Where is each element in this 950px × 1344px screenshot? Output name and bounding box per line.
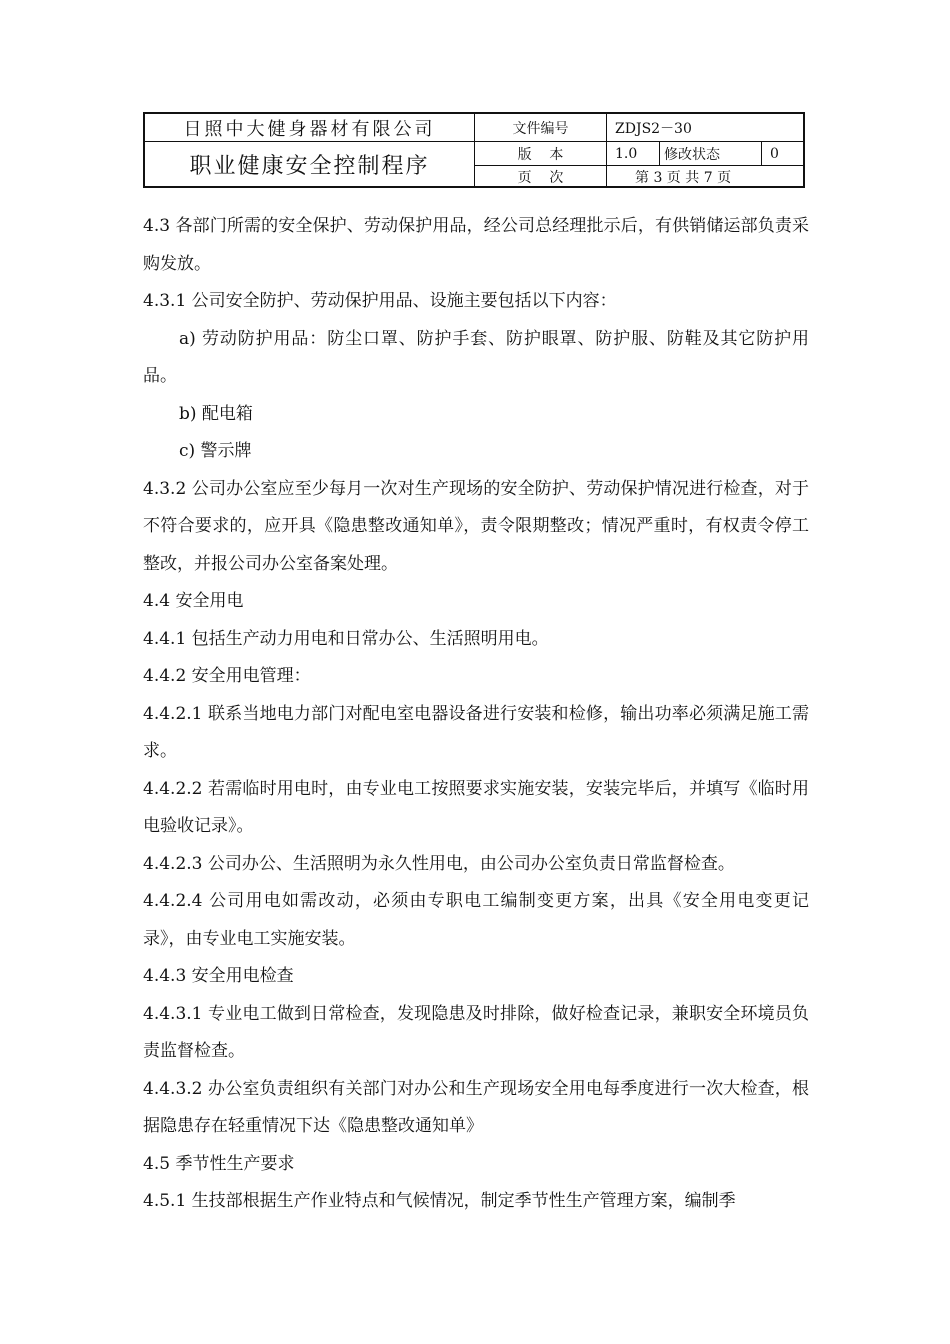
paragraph-4-4-2-1: 4.4.2.1 联系当地电力部门对配电室电器设备进行安装和检修，输出功率必须满足施工需求。 xyxy=(143,703,809,761)
list-item-a: a) 劳动防护用品：防尘口罩、防护手套、防护眼罩、防护服、防鞋及其它防护用品。 xyxy=(143,328,809,386)
paragraph-4-4-2-2: 4.4.2.2 若需临时用电时，由专业电工按照要求实施安装，安装完毕后，并填写《临时用电验收记录》。 xyxy=(143,778,809,836)
paragraph-4-4-2-4: 4.4.2.4 公司用电如需改动，必须由专职电工编制变更方案，出具《安全用电变更记录》，由专业电工实施安装。 xyxy=(143,891,809,949)
paragraph-4-3-2: 4.3.2 公司办公室应至少每月一次对生产现场的安全防护、劳动保护情况进行检查，对于不符合要求的，应开具《隐患整改通知单》，责令限期整改；情况严重时，有权责令停工整改，并报公司办公室备案处理。 xyxy=(143,478,809,574)
file-number-label: 文件编号 xyxy=(512,120,569,137)
page-label: 页 次 xyxy=(517,170,564,186)
document-body xyxy=(143,208,809,1221)
paragraph-4-4-1: 4.4.1 包括生产动力用电和日常办公、生活照明用电。 xyxy=(143,628,549,649)
paragraph-4-4-2: 4.4.2 安全用电管理： xyxy=(143,666,311,686)
revision-status-value: 0 xyxy=(770,145,779,162)
revision-status-label: 修改状态 xyxy=(664,146,720,163)
section-heading-4-5: 4.5 季节性生产要求 xyxy=(143,1153,295,1174)
paragraph-4-4-3-1: 4.4.3.1 专业电工做到日常检查，发现隐患及时排除，做好检查记录，兼职安全环境员负责监督检查。 xyxy=(143,1003,809,1061)
page-number-value: 第 3 页 共 7 页 xyxy=(635,170,732,186)
version-label: 版 本 xyxy=(517,146,564,163)
paragraph-4-3: 4.3 各部门所需的安全保护、劳动保护用品，经公司总经理批示后，有供销储运部负责采购发放。 xyxy=(143,216,809,274)
document-header-table xyxy=(143,112,805,188)
section-heading-4-4-3: 4.4.3 安全用电检查 xyxy=(143,966,294,986)
version-value: 1.0 xyxy=(615,145,638,162)
file-number-value: ZDJS2－30 xyxy=(615,120,692,137)
paragraph-4-4-3-2: 4.4.3.2 办公室负责组织有关部门对办公和生产现场安全用电每季度进行一次大检查，根据隐患存在轻重情况下达《隐患整改通知单》 xyxy=(143,1078,809,1136)
section-heading-4-4: 4.4 安全用电 xyxy=(143,591,244,611)
list-item-c: c) 警示牌 xyxy=(179,441,252,461)
list-item-b: b) 配电箱 xyxy=(179,403,253,424)
paragraph-4-5-1: 4.5.1 生技部根据生产作业特点和气候情况，制定季节性生产管理方案，编制季 xyxy=(143,1191,736,1211)
paragraph-4-3-1: 4.3.1 公司安全防护、劳动保护用品、设施主要包括以下内容： xyxy=(143,291,617,311)
paragraph-4-4-2-3: 4.4.2.3 公司办公、生活照明为永久性用电，由公司办公室负责日常监督检查。 xyxy=(143,853,735,874)
company-name: 日照中大健身器材有限公司 xyxy=(183,118,436,140)
document-title: 职业健康安全控制程序 xyxy=(189,154,430,179)
